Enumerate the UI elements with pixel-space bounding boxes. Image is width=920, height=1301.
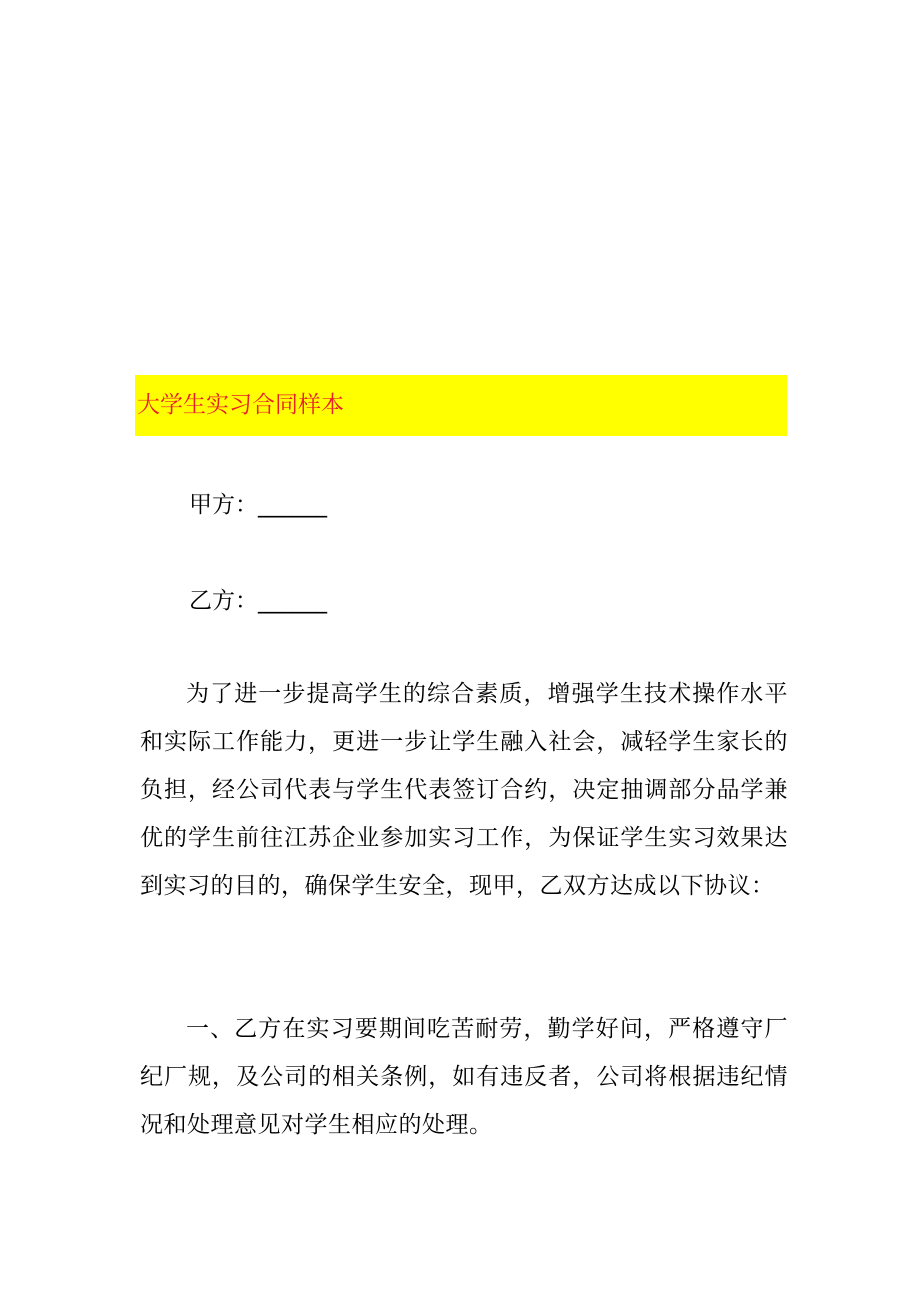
document-title: 大学生实习合同样本 [137,392,344,418]
title-highlight [135,375,787,436]
clause-one-paragraph: 一、乙方在实习要期间吃苦耐劳，勤学好问，严格遵守厂纪厂规，及公司的相关条例，如有违反者，公司将根据违纪情况和处理意见对学生相应的处理。 [140,1016,788,1138]
party-a-line: 甲方：______ [189,492,327,518]
intro-paragraph: 为了进一步提高学生的综合素质，增强学生技术操作水平和实际工作能力，更进一步让学生融入社会，减轻学生家长的负担，经公司代表与学生代表签订合约，决定抽调部分品学兼优的学生前往江苏企业参加实习工作，为保证学生实习效果达到实习的目的，确保学生安全，现甲，乙双方达成以下协议： [140,681,788,899]
party-b-line: 乙方：______ [189,588,327,614]
